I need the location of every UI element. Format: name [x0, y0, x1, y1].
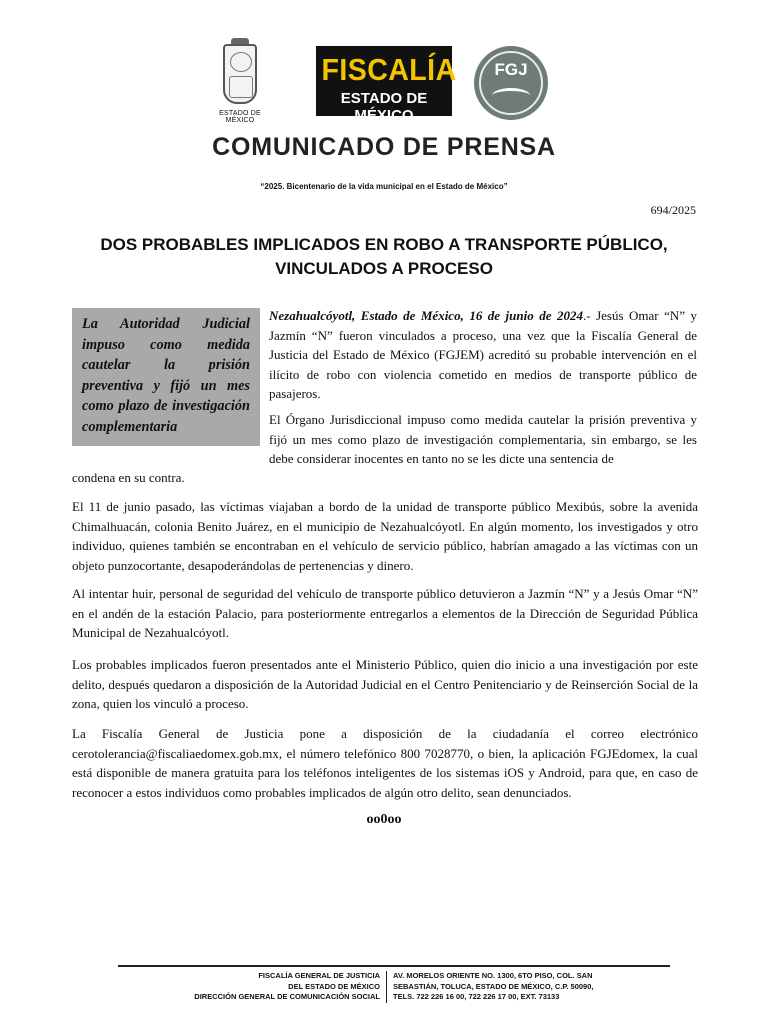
- edomex-caption: ESTADO DE MÉXICO: [219, 110, 261, 124]
- headline-line-2: VINCULADOS A PROCESO: [275, 259, 493, 278]
- footer-right-line-2: SEBASTIÁN, TOLUCA, ESTADO DE MÉXICO, C.P. 50090,: [393, 981, 594, 991]
- paragraph-4: Al intentar huir, personal de seguridad del vehículo de transporte público detuvieron a Jazmín “N” y a Jesús Omar “N” en el andén de la estación Palacio, para posteriormente entregarlos a elementos de la Dirección de Seguridad Pública Municipal de Nezahualcóyotl.: [72, 586, 698, 640]
- fgj-seal-text: FGJ: [494, 60, 528, 79]
- fiscalia-logo-subtitle: ESTADO DE MÉXICO: [340, 90, 428, 124]
- footer-left-line-1: FISCALÍA GENERAL DE JUSTICIA: [258, 971, 380, 980]
- headline-line-1: DOS PROBABLES IMPLICADOS EN ROBO A TRANSPORTE PÚBLICO,: [100, 235, 668, 254]
- paragraph-6: La Fiscalía General de Justicia pone a disposición de la ciudadanía el correo electrónico cerotolerancia@fiscaliaedomex.gob.mx, el número telefónico 800 7028770, o bien, la aplicación FGJEdomex, la cual está disponible de manera gratuita para los teléfonos inteligentes de los sistemas iOS y Android, para que, en caso de reconocer a estos individuos como probables implicados de algún otro delito, sean denunciados.: [72, 726, 698, 800]
- paragraph-2: El Órgano Jurisdiccional impuso como medida cautelar la prisión preventiva y fijó un mes como plazo de investigación complementaria, sin embargo, se les debe considerar inocentes en tanto no se les dicte una sentencia de: [269, 412, 697, 466]
- highlight-box: La Autoridad Judicial impuso como medida cautelar la prisión preventiva y fijó un mes como plazo de investigación complementaria: [72, 308, 260, 446]
- paragraph-5: Los probables implicados fueron presentados ante el Ministerio Público, quien dio inicio a una investigación por este delito, después quedaron a disposición de la Autoridad Judicial en el Centro Penitenciario y de Reinserción Social de la zona, quien los vinculó a proceso.: [72, 657, 698, 711]
- paragraph-2-end: condena en su contra.: [72, 470, 185, 485]
- paragraph-1: [269, 306, 697, 404]
- footer-institution: [118, 971, 380, 1003]
- fgj-seal-logo: [474, 46, 548, 120]
- estado-de-mexico-logo: [205, 44, 275, 122]
- fiscalia-logo-title: FISCALÍA: [321, 52, 457, 87]
- coat-of-arms-icon: [223, 44, 257, 104]
- footer-left-line-2: DEL ESTADO DE MÉXICO: [288, 981, 380, 991]
- year-motto: “2025. Bicentenario de la vida municipal en el Estado de México”: [260, 182, 508, 191]
- headline: [70, 233, 698, 281]
- bulletin-number: 694/2025: [650, 203, 696, 217]
- dateline: Nezahualcóyotl, Estado de México, 16 de junio de 2024: [269, 308, 583, 323]
- page-title: COMUNICADO DE PRENSA: [212, 133, 556, 161]
- footer-divider: [118, 965, 670, 967]
- closing-mark: oo0oo: [366, 812, 402, 827]
- footer-address: [393, 971, 673, 1003]
- fiscalia-logo: [316, 46, 457, 124]
- footer-right-line-1: AV. MORELOS ORIENTE NO. 1300, 6TO PISO, COL. SAN: [393, 971, 593, 980]
- paragraph-3: El 11 de junio pasado, las víctimas viajaban a bordo de la unidad de transporte público Mexibús, sobre la avenida Chimalhuacán, colonia Benito Juárez, en el municipio de Nezahualcóyotl. En algún momento, los investigados y otro individuo, quienes también se encontraban en el vehículo de servicio público, habrían amagado a las víctimas con un objeto punzocortante, desapoderándolas de pertenencias y dinero.: [72, 499, 698, 573]
- paragraph-1-text: .- Jesús Omar “N” y Jazmín “N” fueron vinculados a proceso, una vez que la Fiscalía General de Justicia del Estado de México (FGJEM) acreditó su probable intervención en el ilícito de robo con violencia cometido en medios de transporte público de pasajeros.: [269, 308, 697, 401]
- footer-left-line-3: DIRECCIÓN GENERAL DE COMUNICACIÓN SOCIAL: [194, 992, 380, 1001]
- footer-vertical-divider: [386, 971, 387, 1003]
- footer-right-line-3: TELS. 722 226 16 00, 722 226 17 00, EXT. 73133: [393, 992, 560, 1001]
- wings-icon: [492, 88, 530, 103]
